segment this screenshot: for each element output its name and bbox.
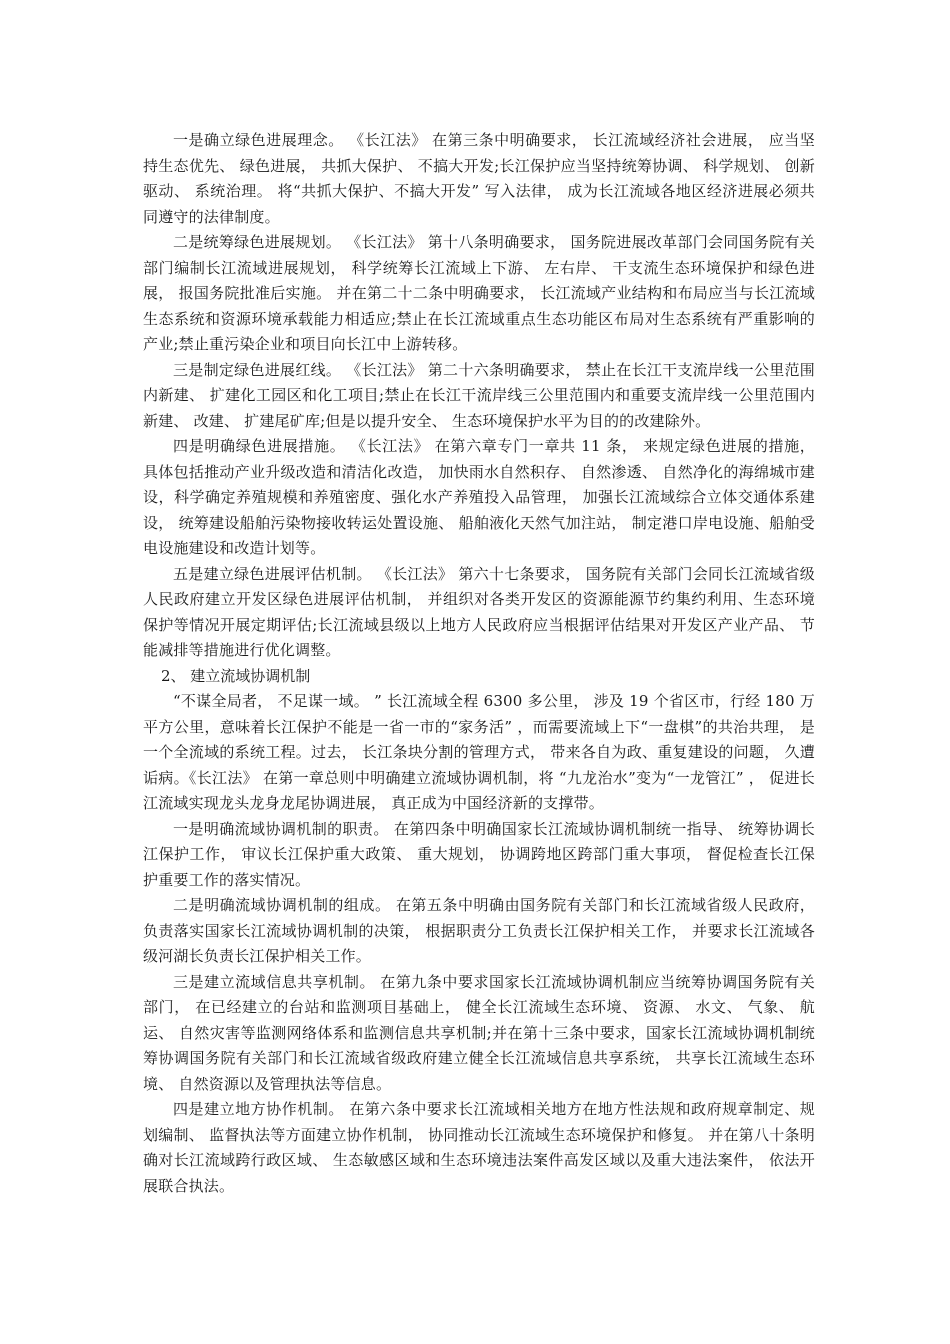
paragraph-5: 五是建立绿色进展评估机制。 《长江法》 第六十七条要求， 国务院有关部门会同长江流域省级人民政府建立开发区绿色进展评估机制， 并组织对各类开发区的资源能源节约集约利用、生态环境保护等情况开展定期评估;长江流域县级以上地方人民政府应当根据评估结果对开发区产业产品、 节能减排等措施进行优化调整。 — [143, 564, 815, 659]
paragraph-1: 一是确立绿色进展理念。 《长江法》 在第三条中明确要求， 长江流域经济社会进展， 应当坚持生态优先、 绿色进展， 共抓大保护、 不搞大开发;长江保护应当坚持统筹协调、 科学规划、 创新驱动、 系统治理。 将“共抓大保护、不搞大开发” 写入法律， 成为长江流域各地区经济进展必须共同遵守的法律制度。 — [143, 131, 815, 226]
paragraph-4: 四是明确绿色进展措施。 《长江法》 在第六章专门一章共 11 条， 来规定绿色进展的措施， 具体包括推动产业升级改造和清洁化改造， 加快雨水自然积存、 自然渗透、 自然净化的海绵城市建设，科学确定养殖规模和养殖密度、强化水产养殖投入品管理， 加强长江流域综合立体交通体系建设， 统筹建设船舶污染物接收转运处置设施、 船舶液化天然气加注站， 制定港口岸电设施、船舶受电设施建设和改造计划等。 — [143, 437, 815, 557]
section-heading: 2、 建立流域协调机制 — [161, 666, 311, 685]
paragraph-3: 三是制定绿色进展红线。 《长江法》 第二十六条明确要求， 禁止在长江干支流岸线一公里范围内新建、 扩建化工园区和化工项目;禁止在长江干流岸线三公里范围内和重要支流岸线一公里范围内新建、 改建、 扩建尾矿库;但是以提升安全、 生态环境保护水平为目的的改建除外。 — [143, 360, 815, 430]
paragraph-2: 二是统筹绿色进展规划。 《长江法》 第十八条明确要求， 国务院进展改革部门会同国务院有关部门编制长江流域进展规划， 科学统筹长江流域上下游、 左右岸、 干支流生态环境保护和绿色进展， 报国务院批准后实施。 并在第二十二条中明确要求， 长江流域产业结构和布局应当与长江流域生态系统和资源环境承载能力相适应;禁止在长江流域重点生态功能区布局对生态系统有严重影响的产业;禁止重污染企业和项目向长江中上游转移。 — [143, 233, 815, 353]
paragraph-8: 二是明确流域协调机制的组成。 在第五条中明确由国务院有关部门和长江流域省级人民政府，负责落实国家长江流域协调机制的决策， 根据职责分工负责长江保护相关工作， 并要求长江流域各级河湖长负责长江保护相关工作。 — [143, 896, 815, 965]
paragraph-9: 三是建立流域信息共享机制。 在第九条中要求国家长江流域协调机制应当统筹协调国务院有关部门， 在已经建立的台站和监测项目基础上， 健全长江流域生态环境、 资源、 水文、 气象、 航运、 自然灾害等监测网络体系和监测信息共享机制;并在第十三条中要求，国家长江流域协调机制统筹协调国务院有关部门和长江流域省级政府建立健全长江流域信息共享系统， 共享长江流域生态环境、 自然资源以及管理执法等信息。 — [143, 972, 815, 1093]
paragraph-10: 四是建立地方协作机制。 在第六条中要求长江流域相关地方在地方性法规和政府规章制定、规划编制、 监督执法等方面建立协作机制， 协同推动长江流域生态环境保护和修复。 并在第八十条明确对长江流域跨行政区域、 生态敏感区域和生态环境违法案件高发区域以及重大违法案件， 依法开展联合执法。 — [143, 1100, 815, 1195]
document-page — [143, 128, 815, 1199]
paragraph-7: 一是明确流域协调机制的职责。 在第四条中明确国家长江流域协调机制统一指导、 统筹协调长江保护工作， 审议长江保护重大政策、 重大规划， 协调跨地区跨部门重大事项， 督促检查长江保护重要工作的落实情况。 — [143, 819, 815, 889]
paragraph-6: “不谋全局者， 不足谋一域。 ” 长江流域全程 6300 多公里， 涉及 19 个省区市，行经 180 万平方公里，意味着长江保护不能是一省一市的“家务活” ，而需要流域上下“一盘棋”的共治共理， 是一个全流域的系统工程。过去， 长江条块分割的管理方式， 带来各自为政、重复建设的问题， 久遭诟病。《长江法》 在第一章总则中明确建立流域协调机制，将 “九龙治水”变为“一龙管江” ， 促进长江流域实现龙头龙身龙尾协调进展， 真正成为中国经济新的支撑带。 — [143, 692, 815, 812]
